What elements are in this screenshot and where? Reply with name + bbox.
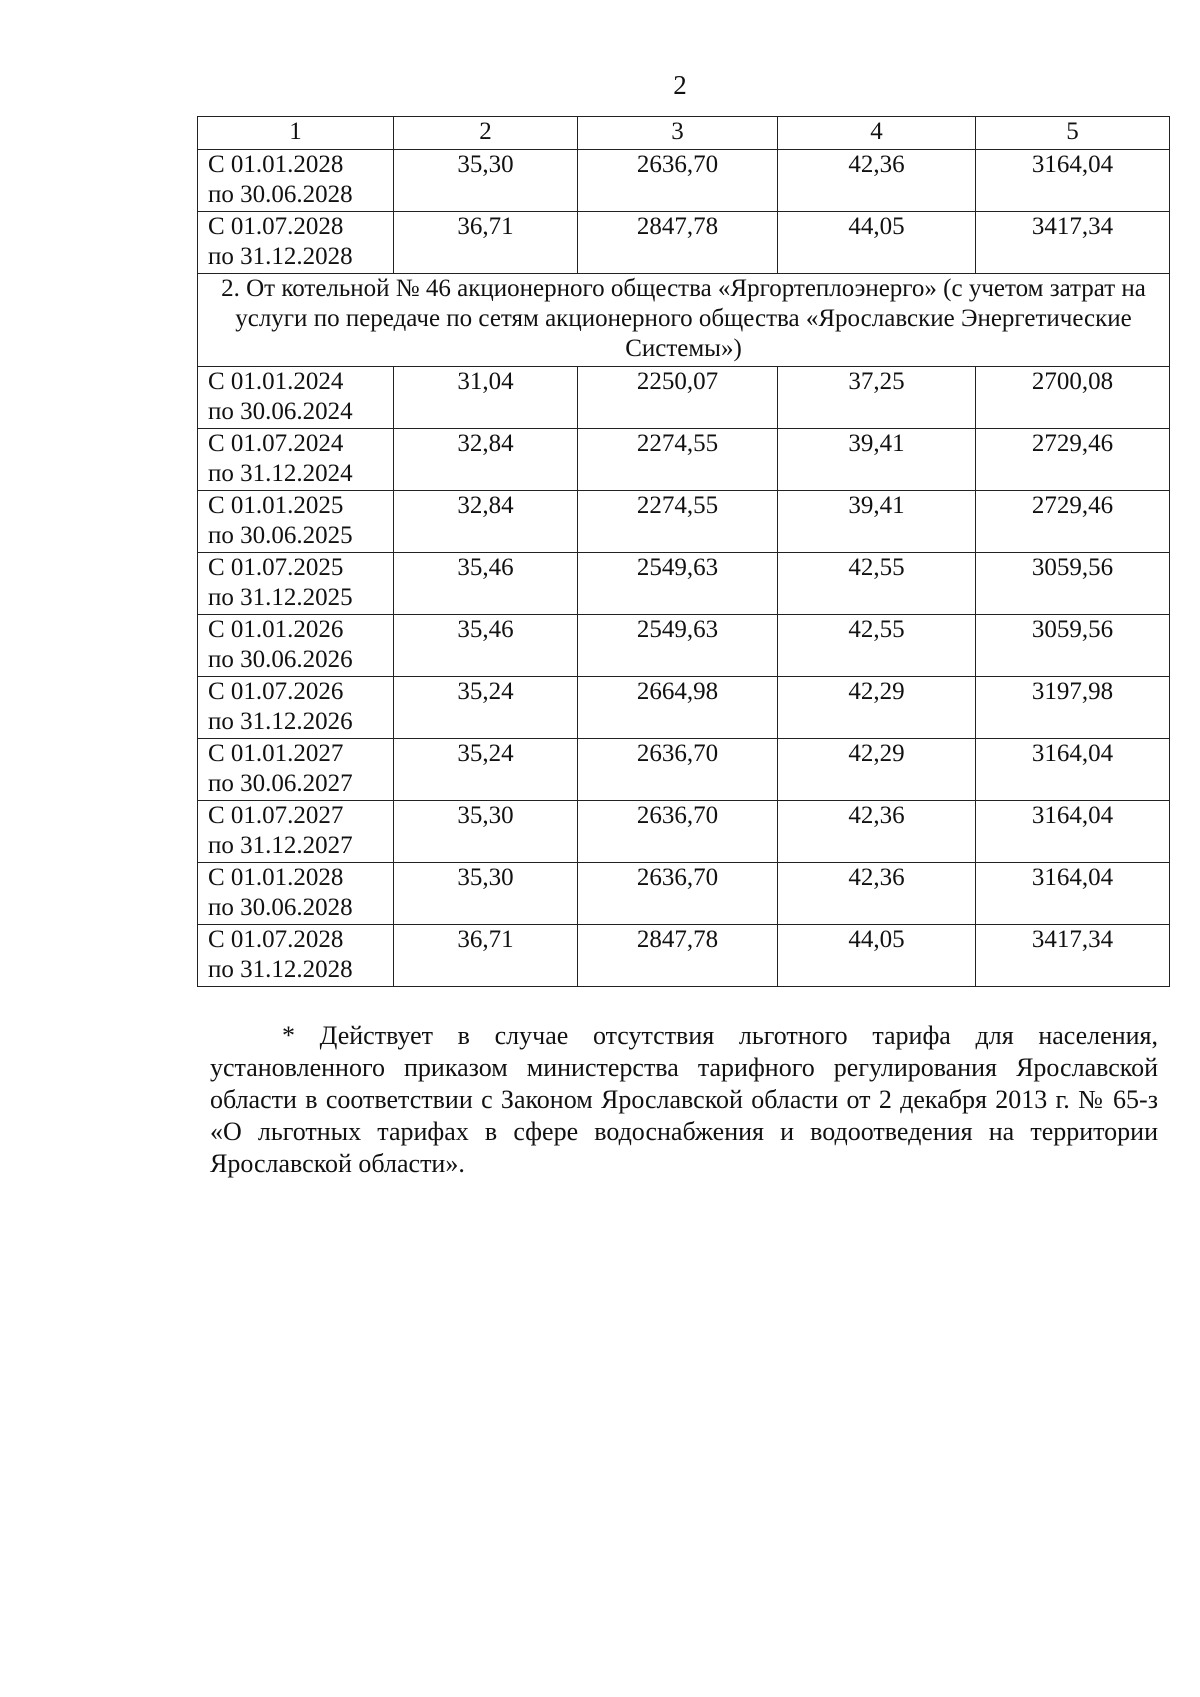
period-cell [198,150,394,212]
period-end: по 30.06.2026 [208,646,353,673]
period-cell [198,677,394,739]
page-number: 2 [673,70,687,100]
period-start: С 01.07.2028 [208,926,344,953]
tariff-table-body [198,117,1170,987]
table-row [198,677,1170,739]
value-cell-c5: 3164,04 [976,801,1170,863]
table-row [198,150,1170,212]
value-cell-c2: 35,30 [394,801,578,863]
value-cell-c5: 2700,08 [976,367,1170,429]
column-header: 5 [976,117,1170,150]
period-end: по 31.12.2026 [208,708,353,735]
value-cell-c3: 2549,63 [578,615,778,677]
value-cell-c2: 31,04 [394,367,578,429]
value-cell-c4: 42,36 [778,801,976,863]
value-cell-c2: 32,84 [394,491,578,553]
period-start: С 01.01.2027 [208,740,344,767]
value-cell-c3: 2664,98 [578,677,778,739]
value-cell-c2: 32,84 [394,429,578,491]
period-start: С 01.01.2024 [208,368,344,395]
value-cell-c3: 2250,07 [578,367,778,429]
value-cell-c4: 44,05 [778,212,976,274]
period-start: С 01.01.2028 [208,864,344,891]
table-row [198,212,1170,274]
table-header-row [198,117,1170,150]
value-cell-c5: 3059,56 [976,615,1170,677]
period-end: по 31.12.2027 [208,832,353,859]
column-header: 3 [578,117,778,150]
value-cell-c2: 36,71 [394,925,578,987]
period-end: по 30.06.2025 [208,522,353,549]
value-cell-c4: 39,41 [778,429,976,491]
value-cell-c3: 2636,70 [578,150,778,212]
period-cell [198,615,394,677]
value-cell-c3: 2847,78 [578,925,778,987]
value-cell-c4: 44,05 [778,925,976,987]
period-start: С 01.07.2025 [208,554,344,581]
period-start: С 01.07.2026 [208,678,344,705]
period-start: С 01.07.2024 [208,430,344,457]
period-cell [198,491,394,553]
period-start: С 01.01.2026 [208,616,344,643]
value-cell-c4: 42,29 [778,677,976,739]
period-start: С 01.01.2025 [208,492,344,519]
value-cell-c4: 42,36 [778,863,976,925]
value-cell-c5: 3197,98 [976,677,1170,739]
value-cell-c2: 36,71 [394,212,578,274]
period-end: по 30.06.2028 [208,894,353,921]
period-cell [198,367,394,429]
value-cell-c4: 42,36 [778,150,976,212]
column-header: 1 [198,117,394,150]
value-cell-c2: 35,30 [394,150,578,212]
period-end: по 31.12.2028 [208,243,353,270]
value-cell-c2: 35,24 [394,677,578,739]
value-cell-c5: 3417,34 [976,925,1170,987]
value-cell-c3: 2636,70 [578,801,778,863]
table-row [198,429,1170,491]
value-cell-c5: 3164,04 [976,150,1170,212]
value-cell-c5: 3164,04 [976,863,1170,925]
period-cell [198,212,394,274]
table-row [198,925,1170,987]
table-row [198,553,1170,615]
column-header: 2 [394,117,578,150]
section-title: 2. От котельной № 46 акционерного общества «Яргортеплоэнерго» (с учетом затрат на услуги по передаче по сетям акционерного общества «Ярославские Энергетические Системы») [198,274,1170,367]
table-row [198,739,1170,801]
table-row [198,863,1170,925]
value-cell-c3: 2274,55 [578,429,778,491]
period-end: по 31.12.2024 [208,460,353,487]
value-cell-c2: 35,46 [394,553,578,615]
value-cell-c4: 39,41 [778,491,976,553]
value-cell-c2: 35,46 [394,615,578,677]
value-cell-c5: 2729,46 [976,429,1170,491]
value-cell-c3: 2549,63 [578,553,778,615]
value-cell-c4: 42,29 [778,739,976,801]
period-end: по 30.06.2027 [208,770,353,797]
period-cell [198,553,394,615]
table-row [198,615,1170,677]
period-end: по 30.06.2024 [208,398,353,425]
period-end: по 31.12.2025 [208,584,353,611]
value-cell-c4: 42,55 [778,553,976,615]
value-cell-c3: 2847,78 [578,212,778,274]
value-cell-c4: 42,55 [778,615,976,677]
table-row [198,367,1170,429]
period-cell [198,739,394,801]
footnote: * Действует в случае отсутствия льготного тарифа для населения, установленного приказом министерства тарифного регулирования Ярославской области в соответствии с Законом Ярославской области от 2 декабря 2013 г. № 65-з «О льготных тарифах в сфере водоснабжения и водоотведения на территории Ярославской области». [210,1021,1158,1178]
period-start: С 01.01.2028 [208,151,344,178]
period-end: по 31.12.2028 [208,956,353,983]
value-cell-c3: 2274,55 [578,491,778,553]
period-end: по 30.06.2028 [208,181,353,208]
value-cell-c5: 3059,56 [976,553,1170,615]
period-cell [198,801,394,863]
value-cell-c3: 2636,70 [578,739,778,801]
value-cell-c5: 2729,46 [976,491,1170,553]
period-cell [198,925,394,987]
table-row [198,491,1170,553]
period-cell [198,429,394,491]
period-start: С 01.07.2028 [208,213,344,240]
value-cell-c2: 35,24 [394,739,578,801]
table-row [198,801,1170,863]
tariff-table [197,116,1170,987]
value-cell-c5: 3164,04 [976,739,1170,801]
column-header: 4 [778,117,976,150]
value-cell-c3: 2636,70 [578,863,778,925]
value-cell-c4: 37,25 [778,367,976,429]
value-cell-c2: 35,30 [394,863,578,925]
period-start: С 01.07.2027 [208,802,344,829]
value-cell-c5: 3417,34 [976,212,1170,274]
section-row [198,274,1170,367]
period-cell [198,863,394,925]
